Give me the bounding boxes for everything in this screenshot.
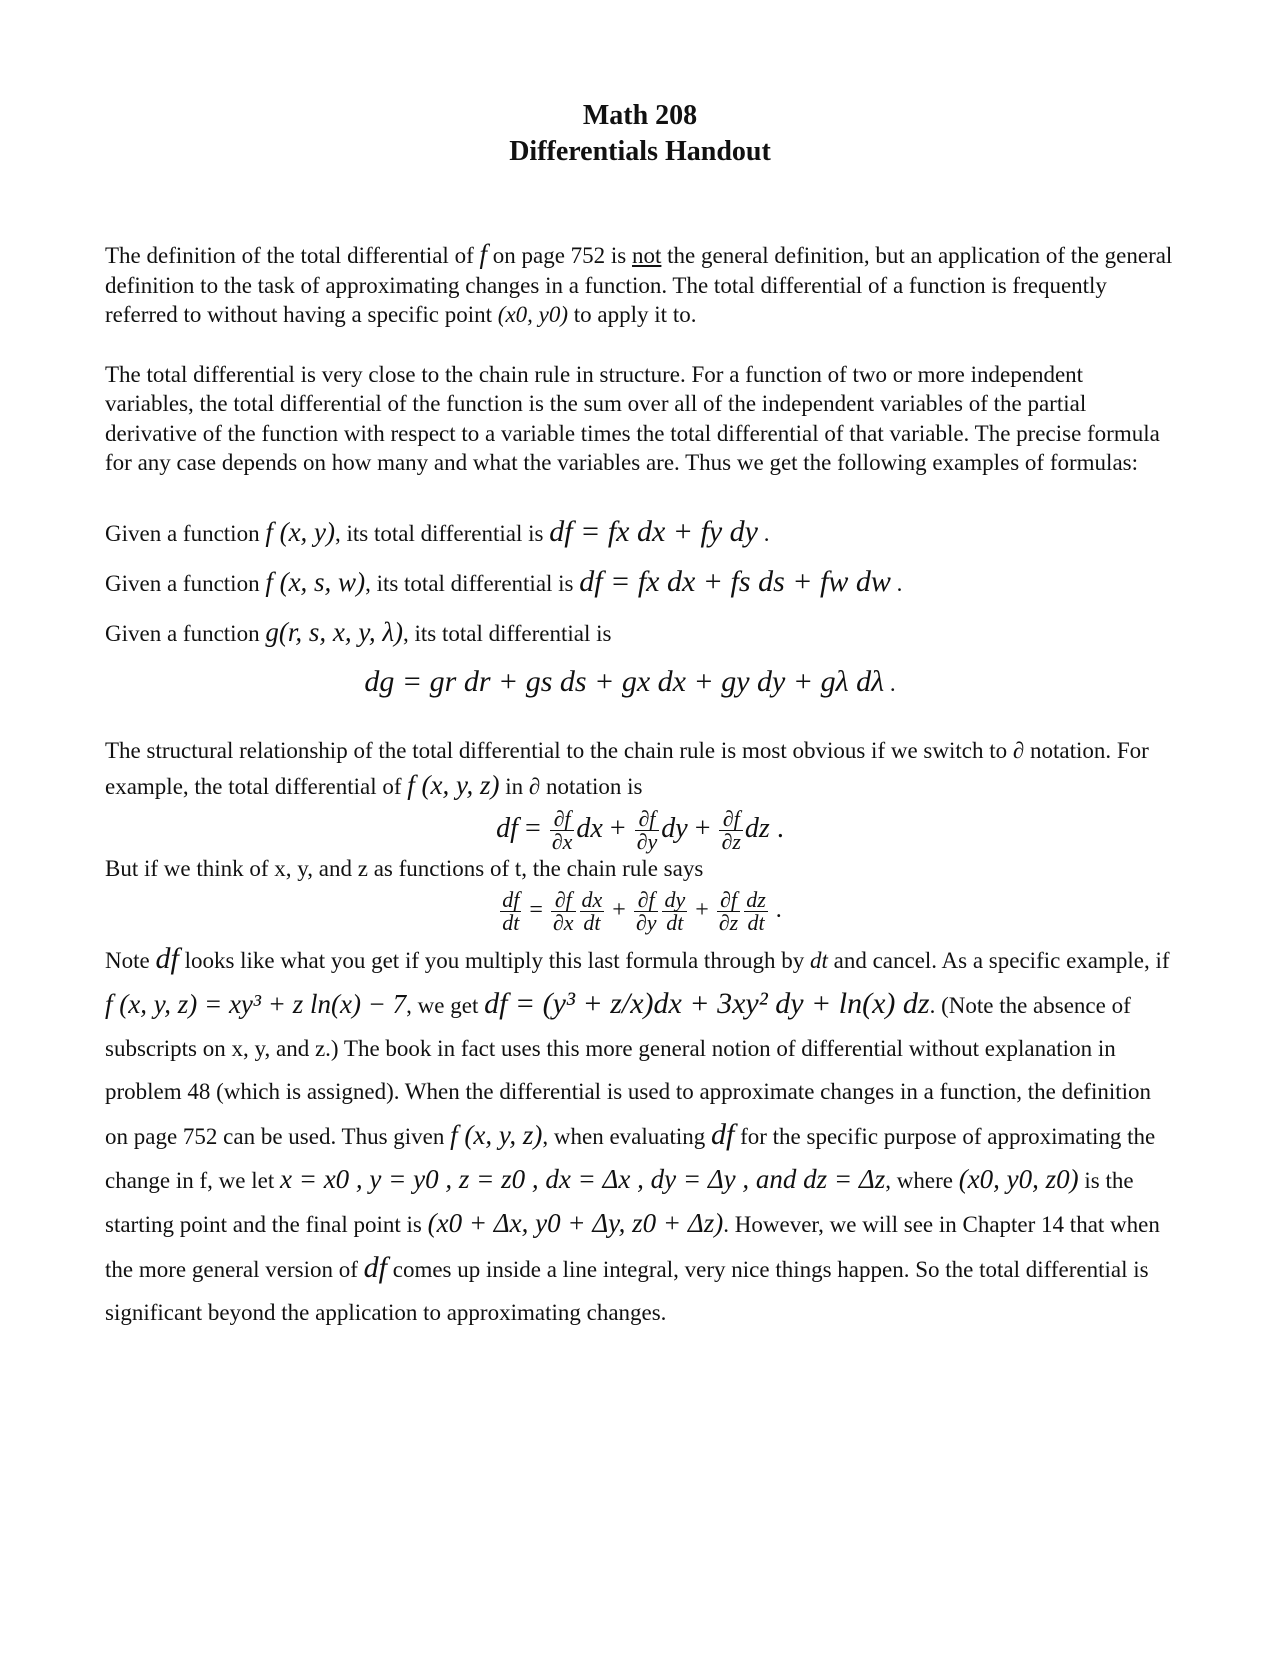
emphasis-not: not xyxy=(632,243,662,268)
formula-df-xy: df = fx dx + fy dy xyxy=(549,514,758,548)
final-point: (x0 + Δx, y0 + Δy, z0 + Δz) xyxy=(427,1208,724,1238)
paragraph-example: Note df looks like what you get if you multiply this last formula through by dt and cancel. As a specific example, if f (x, y, z) = xy³ + z ln(x) − 7, we get df = (y³ + z/x)dx + 3xy² dy + ln(x) dz. (Note the absence of subscripts on x, y, and z.) The book in fact uses this more general notion of differential without explanation in problem 48 (which is assigned). When the differential is used to approximate changes in a function, the definition on page 752 can be used. Thus given f (x, y, z), when evaluating df for the specific purpose of approximating the change in f, we let x = x0 , y = y0 , z = z0 , dx = Δx , dy = Δy , and dz = Δz, where (x0, y0, z0) is the starting point and the final point is (x0 + Δx, y0 + Δy, z0 + Δz). However, we will see in Chapter 14 that when the more general version of df comes up inside a line integral, very nice things happen. So the total differential is significant beyond the application to approximating changes. xyxy=(105,942,1170,1325)
document-title: Differentials Handout xyxy=(509,136,771,167)
paragraph-definition: The definition of the total differential of f on page 752 is not the general definition, but an application of the general definition to the task of approximating changes in a function. The total differential of a function is frequently referred to without having a specific point (x0, y0) to apply it to. xyxy=(105,239,1173,327)
starting-point: (x0, y0, z0) xyxy=(958,1164,1079,1194)
example-3: Given a function g(r, s, x, y, λ), its total differential is xyxy=(105,616,612,647)
point-x0-y0: (x0, y0) xyxy=(497,302,569,327)
example-function: f (x, y, z) = xy³ + z ln(x) − 7 xyxy=(105,989,407,1019)
example-3-formula: dg = gr dr + gs ds + gx dx + gy dy + gλ dλ . xyxy=(364,664,896,698)
paragraph-chain-rule: The total differential is very close to the chain rule in structure. For a function of two or more independent variables, the total differential of the function is the sum over all of the independent variables of the partial derivative of the function with respect to a variable times the total differential of that variable. The precise formula for any case depends on how many and what the variables are. Thus we get the following examples of formulas: xyxy=(105,361,1160,475)
document-page xyxy=(105,98,1175,1334)
course-title: Math 208 xyxy=(582,100,698,131)
formula-df-xsw: df = fx dx + fs ds + fw dw xyxy=(579,564,891,598)
chain-rule-formula: $\frac{df}{dt}$ = $\frac{\partial f}{\partial x}$ $\frac{dx}{dt}$ + $\frac{\partial f}{\partial y}$ $\frac{dy}{dt}$ + $\frac{\partial f}{\partial z}$ $\frac{dz}{dt}$ . xyxy=(502,886,782,935)
chain-rule-intro: But if we think of x, y, and z as functions of t, the chain rule says xyxy=(105,855,704,881)
partial-formula: df = $\frac{\partial f}{\partial x}$ dx + $\frac{\partial f}{\partial y}$ dy + $\frac{\partial f}{\partial z}$ dz . xyxy=(496,805,784,854)
example-differential: df = (y³ + z/x)dx + 3xy² dy + ln(x) dz xyxy=(484,987,930,1020)
example-1: Given a function f (x, y), its total differential is df = fx dx + fy dy . xyxy=(105,514,770,548)
approximation-assignments: x = x0 , y = y0 , z = z0 , dx = Δx , dy = Δy , and dz = Δz xyxy=(279,1164,886,1194)
example-2: Given a function f (x, s, w), its total differential is df = fx dx + fs ds + fw dw . xyxy=(105,564,903,598)
paragraph-partial-notation: The structural relationship of the total differential to the chain rule is most obvious if we switch to ∂ notation. For example, the total differential of f (x, y, z) in ∂ notation is xyxy=(105,737,1149,800)
examples-block xyxy=(105,508,1175,708)
